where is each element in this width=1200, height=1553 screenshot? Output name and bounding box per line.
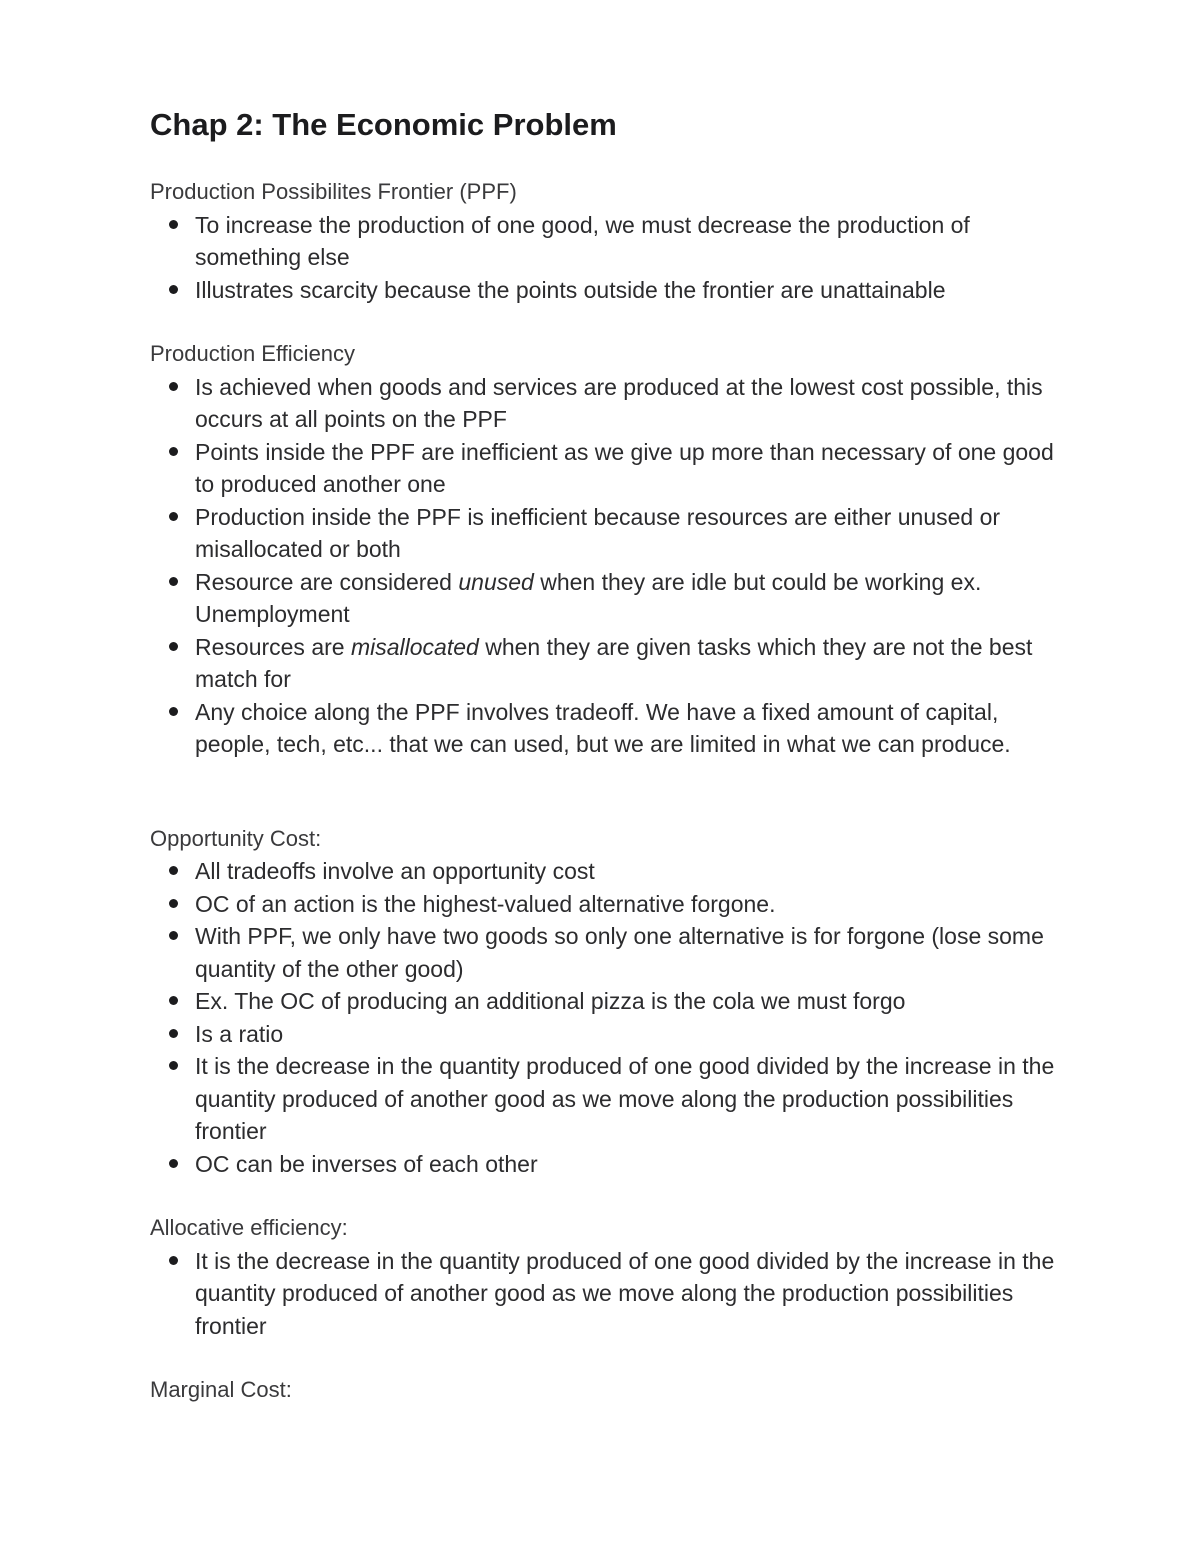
list-item: Ex. The OC of producing an additional pizza is the cola we must forgo — [195, 985, 1070, 1018]
list-item: With PPF, we only have two goods so only one alternative is for forgone (lose some quantity of the other good) — [195, 920, 1070, 985]
section-heading: Allocative efficiency: — [150, 1215, 348, 1240]
list-item: All tradeoffs involve an opportunity cost — [195, 855, 1070, 888]
list-item: Points inside the PPF are inefficient as we give up more than necessary of one good to produced another one — [195, 436, 1070, 501]
bullet-list — [150, 371, 1070, 761]
emphasis-text: misallocated — [350, 633, 479, 660]
list-item: To increase the production of one good, we must decrease the production of something else — [195, 209, 1070, 274]
page-title: Chap 2: The Economic Problem — [150, 107, 617, 142]
section-ppf — [150, 176, 1070, 306]
section-marginal-cost — [150, 1374, 1070, 1407]
emphasis-text: unused — [458, 568, 534, 595]
document-page — [150, 104, 1070, 1407]
list-item: Is a ratio — [195, 1018, 1070, 1051]
list-item-text: Resource are considered — [195, 568, 459, 595]
bullet-list — [150, 855, 1070, 1180]
section-allocative-efficiency — [150, 1212, 1070, 1342]
bullet-list — [150, 1245, 1070, 1343]
section-heading: Opportunity Cost: — [150, 825, 322, 851]
section-heading: Marginal Cost: — [150, 1377, 292, 1402]
list-item — [195, 566, 1070, 631]
list-item: It is the decrease in the quantity produced of one good divided by the increase in the quantity produced of another good as we move along the production possibilities frontier — [195, 1050, 1070, 1148]
list-item — [195, 631, 1070, 696]
list-item: Is achieved when goods and services are produced at the lowest cost possible, this occurs at all points on the PPF — [195, 371, 1070, 436]
list-item-text: when they are idle but could be working ex. Unemployment — [195, 568, 982, 627]
list-item: Illustrates scarcity because the points outside the frontier are unattainable — [195, 274, 1070, 307]
section-heading: Production Efficiency — [150, 341, 356, 366]
section-opportunity-cost — [150, 823, 1070, 1181]
list-item: OC can be inverses of each other — [195, 1148, 1070, 1181]
section-heading: Production Possibilites Frontier (PPF) — [150, 179, 517, 204]
list-item: Production inside the PPF is inefficient because resources are either unused or misallocated or both — [195, 501, 1070, 566]
list-item: Any choice along the PPF involves tradeoff. We have a fixed amount of capital, people, tech, etc... that we can used, but we are limited in what we can produce. — [195, 696, 1070, 761]
bullet-list — [150, 209, 1070, 307]
list-item: It is the decrease in the quantity produced of one good divided by the increase in the quantity produced of another good as we move along the production possibilities frontier — [195, 1245, 1070, 1343]
list-item-text: when they are given tasks which they are not the best match for — [195, 633, 1033, 692]
list-item: OC of an action is the highest-valued alternative forgone. — [195, 888, 1070, 921]
list-item-text: Resources are — [195, 633, 351, 660]
section-production-efficiency — [150, 338, 1070, 761]
